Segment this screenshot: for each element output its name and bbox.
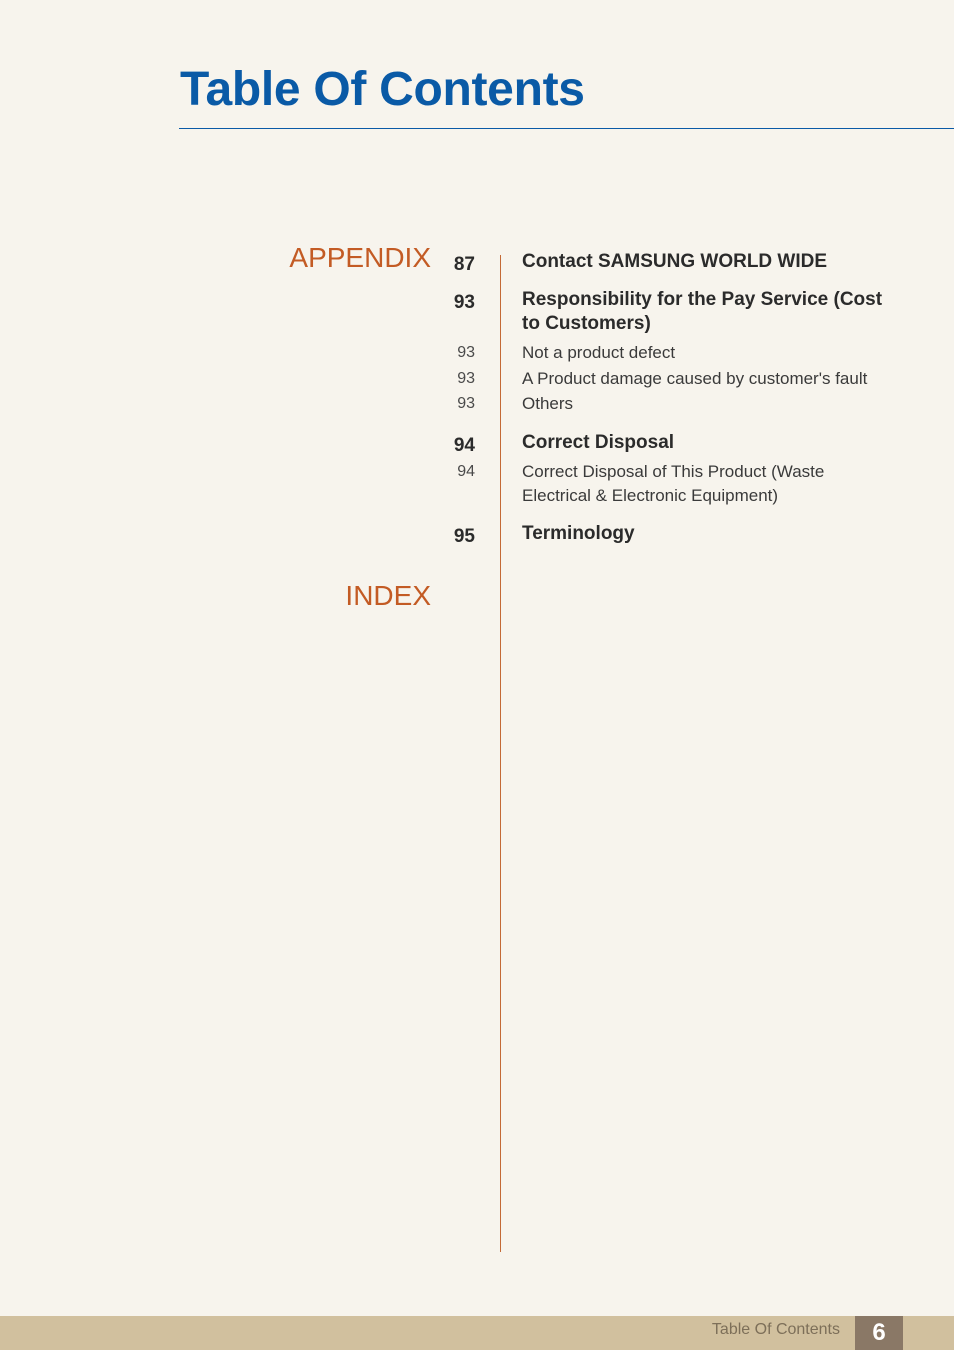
toc-entry-title-line-1: Correct Disposal of This Product (Waste [522,462,825,481]
section-heading-appendix: APPENDIX [289,242,431,273]
toc-entry-title-line-2: Electrical & Electronic Equipment) [522,486,779,505]
toc-entry-title: Others [522,394,574,413]
toc-page-number: 93 [457,370,475,387]
title-divider [179,128,954,129]
column-divider [500,255,501,1252]
toc-entry-title: Terminology [522,523,635,544]
page-number: 6 [855,1316,903,1350]
toc-page-number: 94 [457,463,475,480]
toc-page-number: 87 [453,254,475,275]
toc-entry-title: Contact SAMSUNG WORLD WIDE [522,251,828,272]
toc-entry-title-line-1: Responsibility for the Pay Service (Cost [522,289,883,310]
toc-entry-title: Not a product defect [522,343,676,362]
toc-entry-title: Correct Disposal [522,432,675,453]
toc-page-number: 93 [457,344,475,361]
toc-entry-title-line-2: to Customers) [522,313,651,334]
toc-entry-title: A Product damage caused by customer's fault [522,369,868,388]
toc-page-number: 94 [453,435,475,456]
section-heading-index[interactable]: INDEX [345,580,431,611]
toc-page-number: 93 [453,292,475,313]
footer-label: Table Of Contents [711,1321,840,1338]
toc-page-number: 93 [457,395,475,412]
page-title: Table Of Contents [180,63,585,116]
toc-page-number: 95 [453,526,475,547]
